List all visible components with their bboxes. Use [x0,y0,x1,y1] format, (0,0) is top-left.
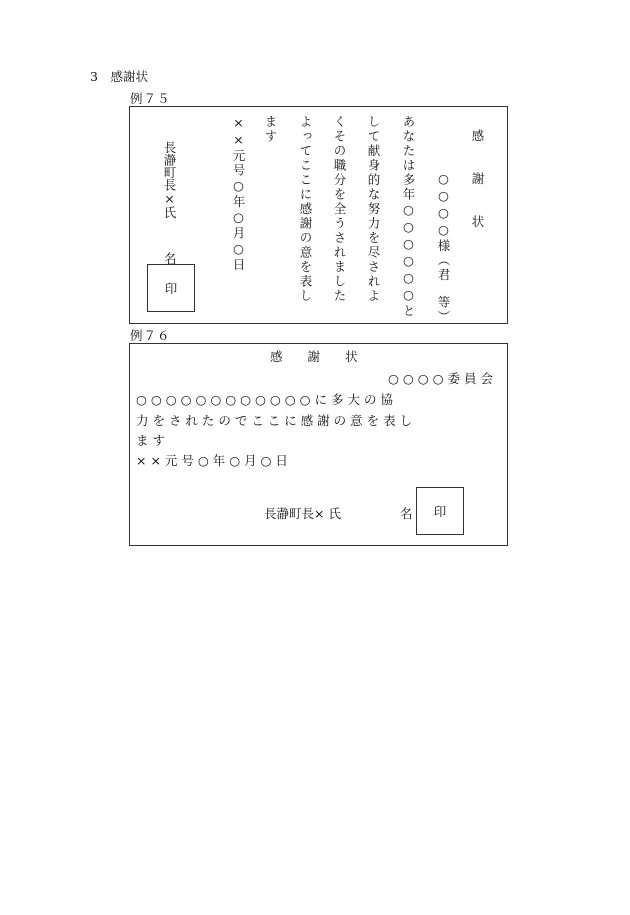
signer-title: 長瀞町長×氏 [162,141,177,219]
example-76-label: 例７６ [130,328,171,343]
body-line-2-76: 力 を さ れ た の で こ こ に 感 謝 の 意 を 表 し [136,413,413,428]
body-line-3-76: ま す [136,433,165,448]
signer-title-76: 長瀞町長× 氏 [264,506,341,521]
body-line-1-76: ○ ○ ○ ○ ○ ○ ○ ○ ○ ○ ○ ○ に 多 大 の 協 [136,392,393,407]
recipient-committee: ○ ○ ○ ○ 委 員 会 [388,371,493,386]
recipient-line [436,171,450,325]
section-title: 3 感謝状 [90,69,148,84]
seal-box-76 [416,487,464,535]
body-line-4: よってここに感謝の意を表し [298,115,313,304]
issue-date: ××元号○年○月○日 [231,115,246,273]
recipient-name: ○○○○様（君 [436,171,451,283]
issue-date-76: × × 元 号 ○ 年 ○ 月 ○ 日 [136,453,288,468]
seal-text-76: 印 [433,504,447,519]
certificate-vertical [129,106,508,324]
certificate-heading: 感 謝 状 [470,129,485,237]
seal-box [147,264,195,312]
recipient-suffix: 等） [436,295,451,325]
example-75-label: 例７５ [130,91,171,106]
certificate-horizontal [129,343,508,546]
body-line-5: ます [263,115,278,144]
signer-name-label-76: 名 [400,506,413,521]
body-line-2: して献身的な努力を尽されよ [366,115,381,304]
body-line-3: くその職分を全うされました [332,115,347,304]
body-line-1: あなたは多年○○○○○○と [401,115,416,319]
certificate-heading-76: 感 謝 状 [270,349,358,364]
signer-name-label: 名 [164,251,177,266]
seal-text: 印 [164,281,178,296]
